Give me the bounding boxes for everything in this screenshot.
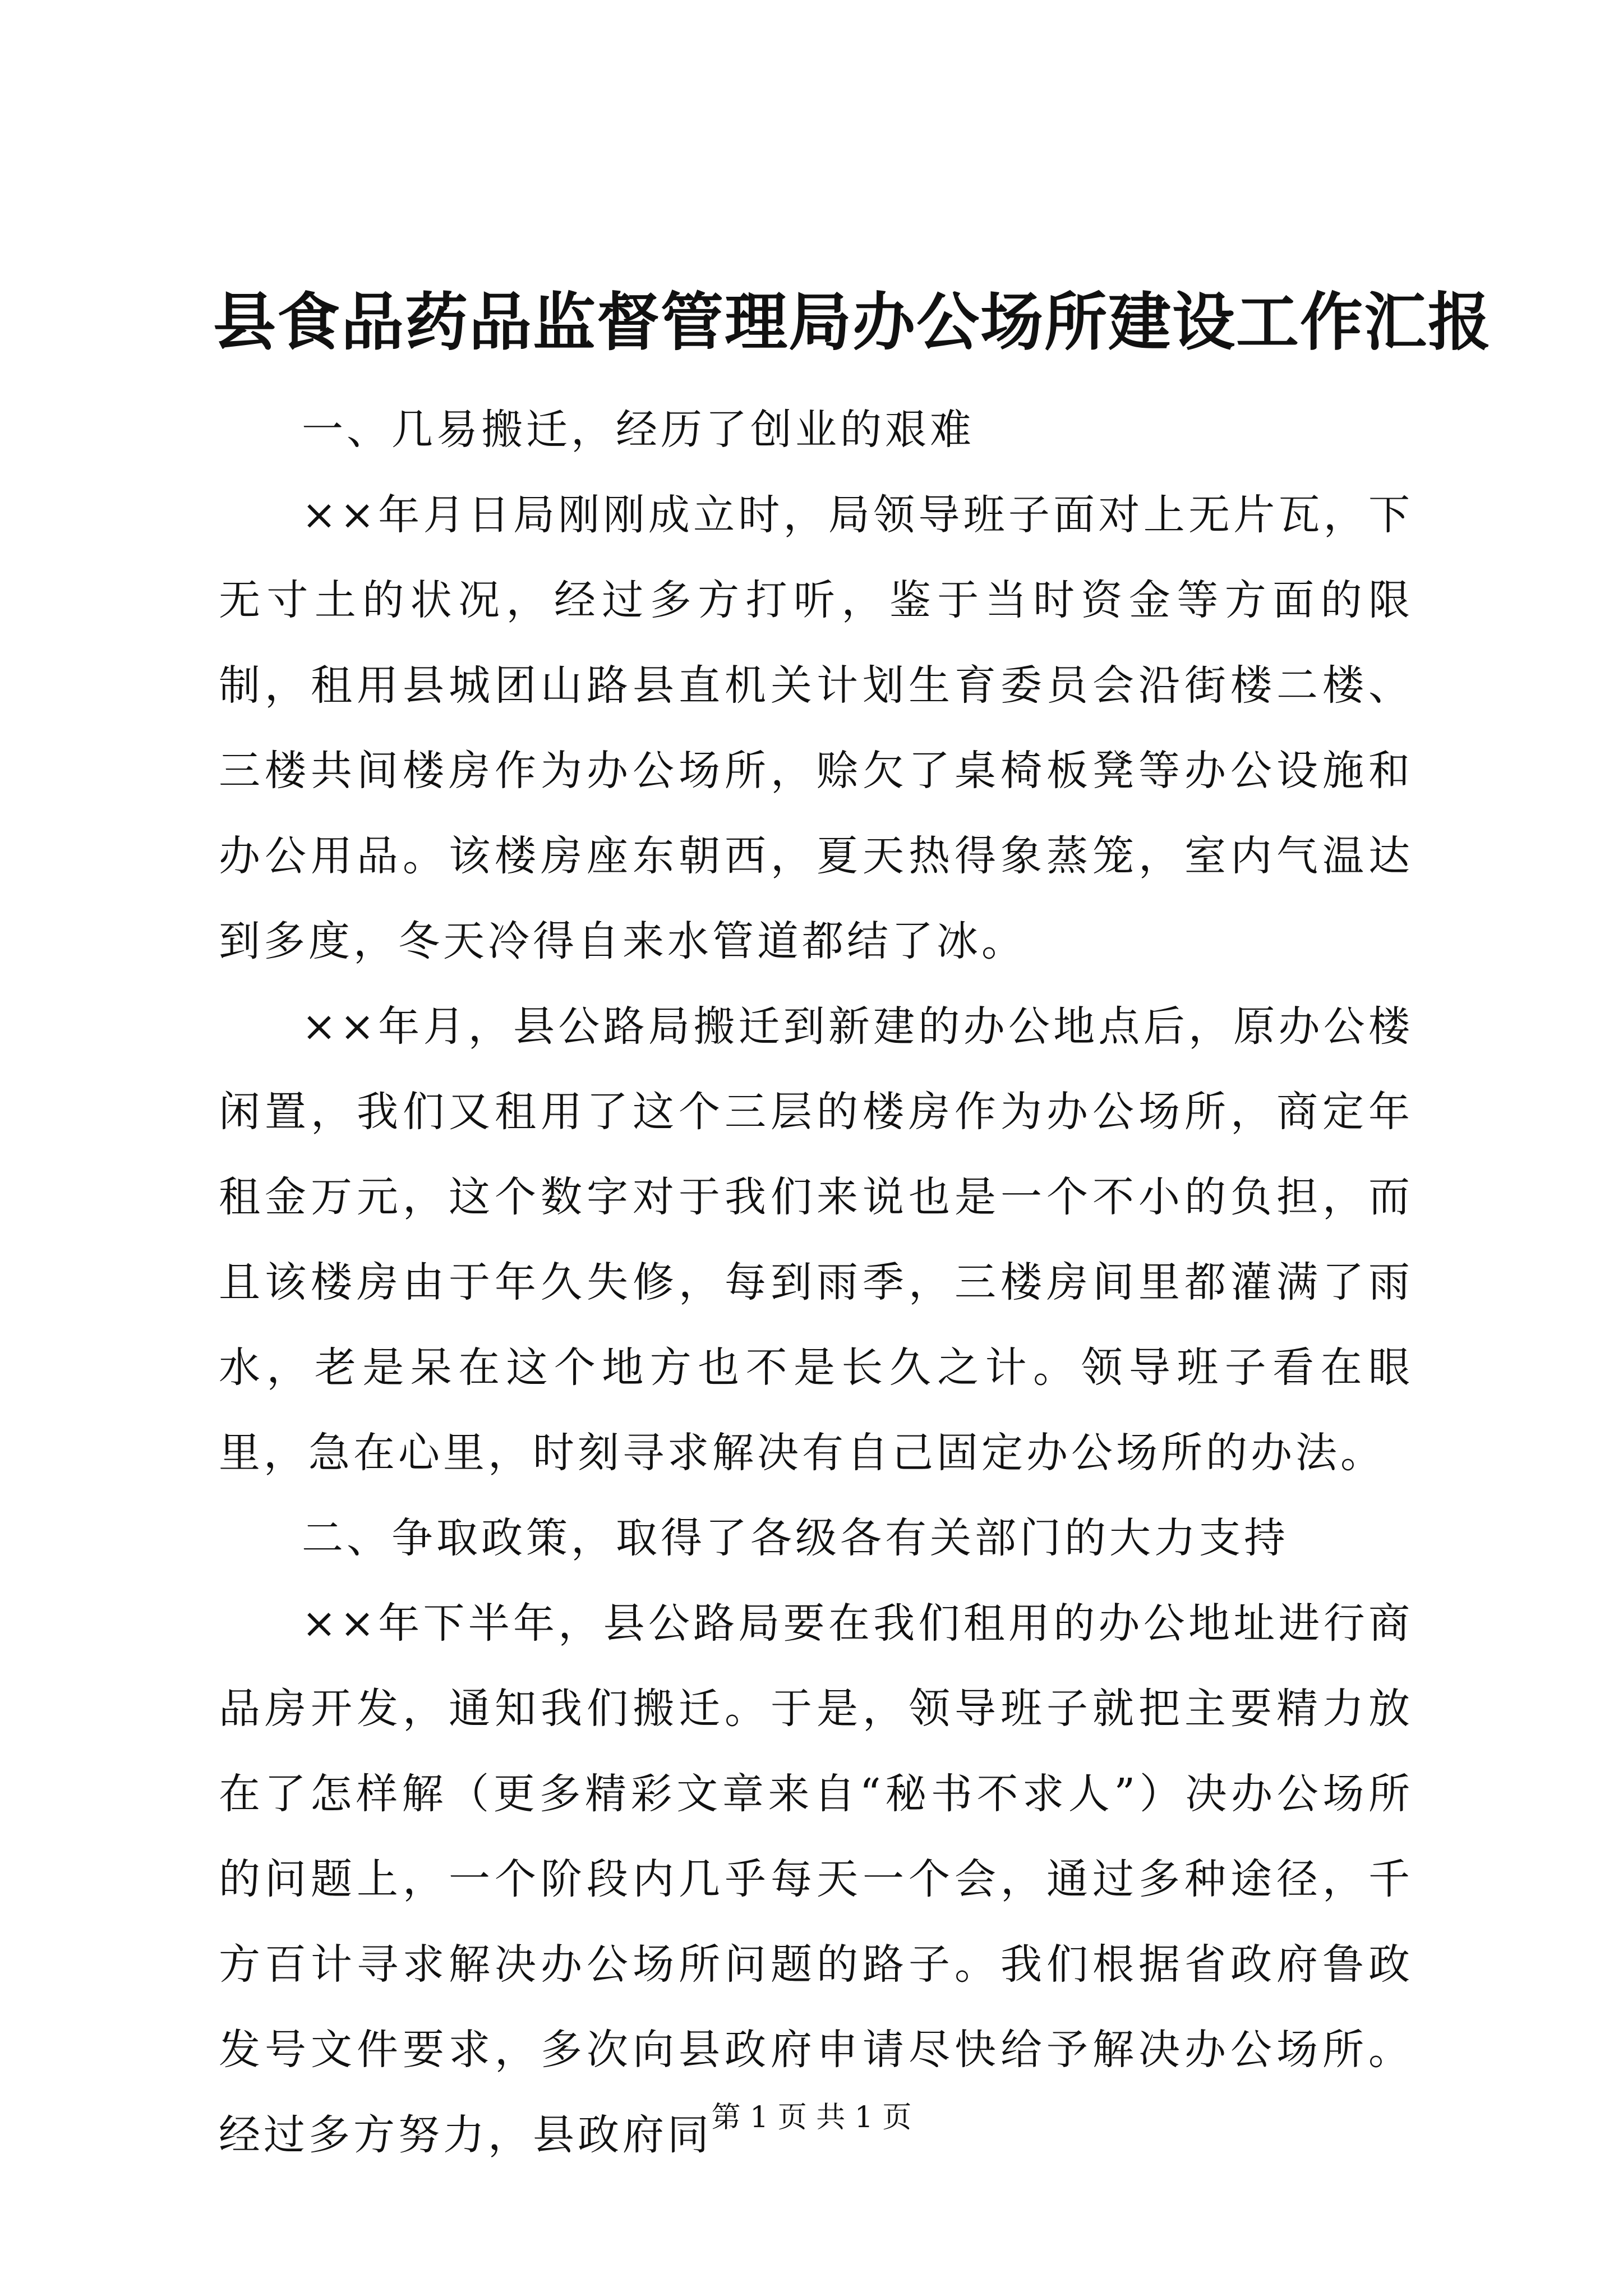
page-footer: 第 1 页 共 1 页	[711, 2101, 912, 2134]
document-title: 县食品药品监督管理局办公场所建设工作汇报	[213, 286, 1492, 359]
section-heading-2: 二、争取政策，取得了各级各有关部门的大力支持	[302, 1514, 1289, 1562]
document-body	[219, 387, 1413, 2178]
paragraph-2: ××年月，县公路局搬迁到新建的办公地点后，原办公楼闲置，我们又租用了这个三层的楼房作为办公场所，商定年租金万元，这个数字对于我们来说也是一个不小的负担，而且该楼房由于年久失修，每到雨季，三楼房间里都灌满了雨水，老是呆在这个地方也不是长久之计。领导班子看在眼里，急在心里，时刻寻求解决有自己固定办公场所的办法。	[219, 1002, 1413, 1477]
section-heading-1: 一、几易搬迁，经历了创业的艰难	[302, 406, 975, 454]
paragraph-3: ××年下半年，县公路局要在我们租用的办公地址进行商品房开发，通知我们搬迁。于是，领导班子就把主要精力放在了怎样解（更多精彩文章来自“秘书不求人”）决办公场所的问题上，一个阶段内几乎每天一个会，通过多种途径，千方百计寻求解决办公场所问题的路子。我们根据省政府鲁政发号文件要求，多次向县政府申请尽快给予解决办公场所。经过多方努力，县政府同	[219, 1599, 1413, 2159]
paragraph-1: ××年月日局刚刚成立时，局领导班子面对上无片瓦，下无寸土的状况，经过多方打听，鉴于当时资金等方面的限制，租用县城团山路县直机关计划生育委员会沿街楼二楼、三楼共间楼房作为办公场所，赊欠了桌椅板凳等办公设施和办公用品。该楼房座东朝西，夏天热得象蒸笼，室内气温达到多度，冬天冷得自来水管道都结了冰。	[219, 491, 1413, 965]
